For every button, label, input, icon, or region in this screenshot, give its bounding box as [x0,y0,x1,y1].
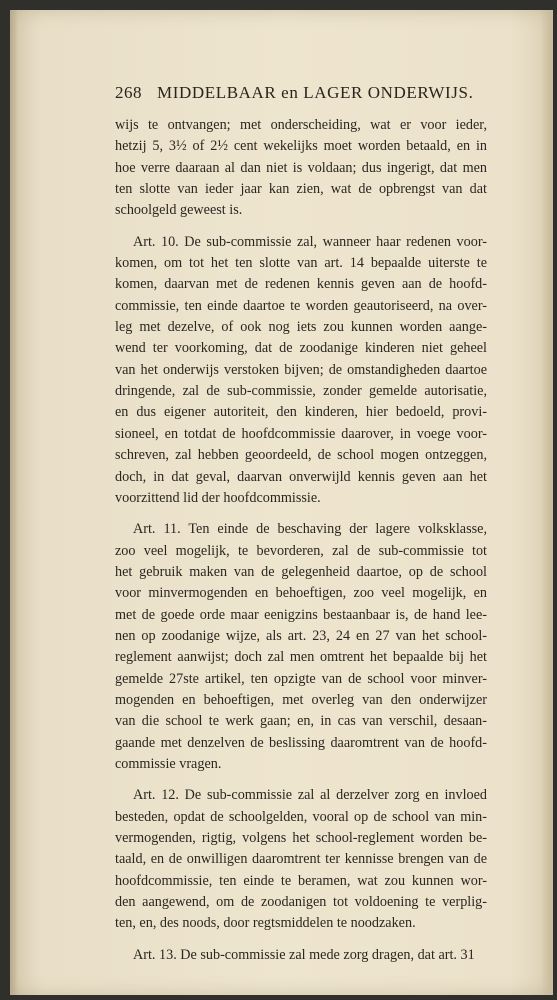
text-line: ten slotte van ieder jaar kan zien, wat de opbrengst van dat [115,181,487,198]
text-line: gemelde 27ste artikel, ten opzigte van de school voor minver- [115,670,487,687]
paragraph [115,945,487,966]
text-line: leg met dezelve, of ook nog iets zou kunnen worden aange- [115,319,487,336]
body-text [115,115,487,966]
paragraph [115,785,487,934]
text-line: hetzij 5, 3½ of 2½ cent wekelijks moet worden betaald, en in [115,138,487,155]
text-line: Art. 11. Ten einde de beschaving der lagere volksklasse, [133,521,487,538]
text-line: voor minvermogenden en behoeftigen, zoo veel mogelijk, en [115,585,487,602]
text-line: van die school te werk gaan; en, in cas van verschil, desaan- [115,713,487,730]
text-line: Art. 13. De sub-commissie zal mede zorg dragen, dat art. 31 [133,946,475,963]
paragraph-gap [115,509,487,519]
paragraph [115,232,487,509]
page-edge-shadow [541,10,553,995]
text-line: doch, in dat geval, daarvan onverwijld kennis geven aan het [115,468,487,485]
text-line: komen, daarvan met de redenen kennis geven aan de hoofd- [115,276,487,293]
text-line: wend ter voorkoming, dat de zoodanige kinderen niet geheel [115,340,487,357]
page-number: 268 [115,83,142,102]
text-line: mogenden en behoeftigen, met overleg van den onderwijzer [115,691,487,708]
text-line: en dus eigener autoriteit, den kinderen, hier bedoeld, provi- [115,404,487,421]
text-line: besteden, opdat de schoolgelden, vooral op de school van min- [115,808,487,825]
text-line: Art. 12. De sub-commissie zal al derzelver zorg en invloed [133,787,487,804]
paragraph [115,519,487,775]
text-line: den aangewend, om de zoodanigen tot voldoening te verplig- [115,894,487,911]
text-line: taald, en de onwilligen daaromtrent ter kennisse brengen van de [115,851,487,868]
page-header [115,83,485,105]
text-line: schreven, zal hebben geoordeeld, de school mogen ontzeggen, [115,447,487,464]
text-line: met de goede orde maar eenigzins bestaanbaar is, de hand lee- [115,606,487,623]
paragraph [115,115,487,222]
text-line: ten, en, des noods, door regtsmiddelen te noodzaken. [115,915,416,932]
text-line: nen op zoodanige wijze, als art. 23, 24 en 27 van het school- [115,627,487,644]
text-line: reglement aanwijst; doch zal men omtrent het bepaalde bij het [115,649,487,666]
text-line: vermogenden, rigtig, volgens het school-reglement worden be- [115,830,487,846]
text-line: hoe verre daaraan al dan niet is voldaan; dus ingerigt, dat men [115,159,487,176]
text-line: dringende, zal de sub-commissie, zonder gemelde autorisatie, [115,383,487,400]
text-line: wijs te ontvangen; met onderscheiding, wat er voor ieder, [115,117,487,133]
page-gutter-shadow [10,10,18,995]
text-line: hoofdcommissie, ten einde te beramen, wat zou kunnen wor- [115,872,487,889]
text-line: van het onderwijs verstoken bijven; de omstandigheden daartoe [115,361,487,378]
text-line: Art. 10. De sub-commissie zal, wanneer haar redenen voor- [133,233,487,250]
text-line: komen, om tot het ten slotte van art. 14 bepaalde uiterste te [115,255,487,272]
paragraph-gap [115,222,487,232]
running-head: MIDDELBAAR en LAGER ONDERWIJS. [157,83,474,102]
text-line: sioneel, en totdat de hoofdcommissie daarover, in voege voor- [115,425,487,442]
text-line: voorzittend lid der hoofdcommissie. [115,489,321,506]
text-line: het gebruik maken van de gelegenheid daartoe, op de school [115,563,487,580]
text-line: zoo veel mogelijk, te bevorderen, zal de sub-commissie tot [115,542,487,559]
text-line: gaande met denzelven de beslissing daaromtrent van de hoofd- [115,734,487,751]
paragraph-gap [115,935,487,945]
text-line: schoolgeld geweest is. [115,202,243,219]
text-line: commissie, ten einde daartoe te worden geautoriseerd, na over- [115,297,487,314]
text-line: commissie vragen. [115,755,222,772]
paragraph-gap [115,775,487,785]
